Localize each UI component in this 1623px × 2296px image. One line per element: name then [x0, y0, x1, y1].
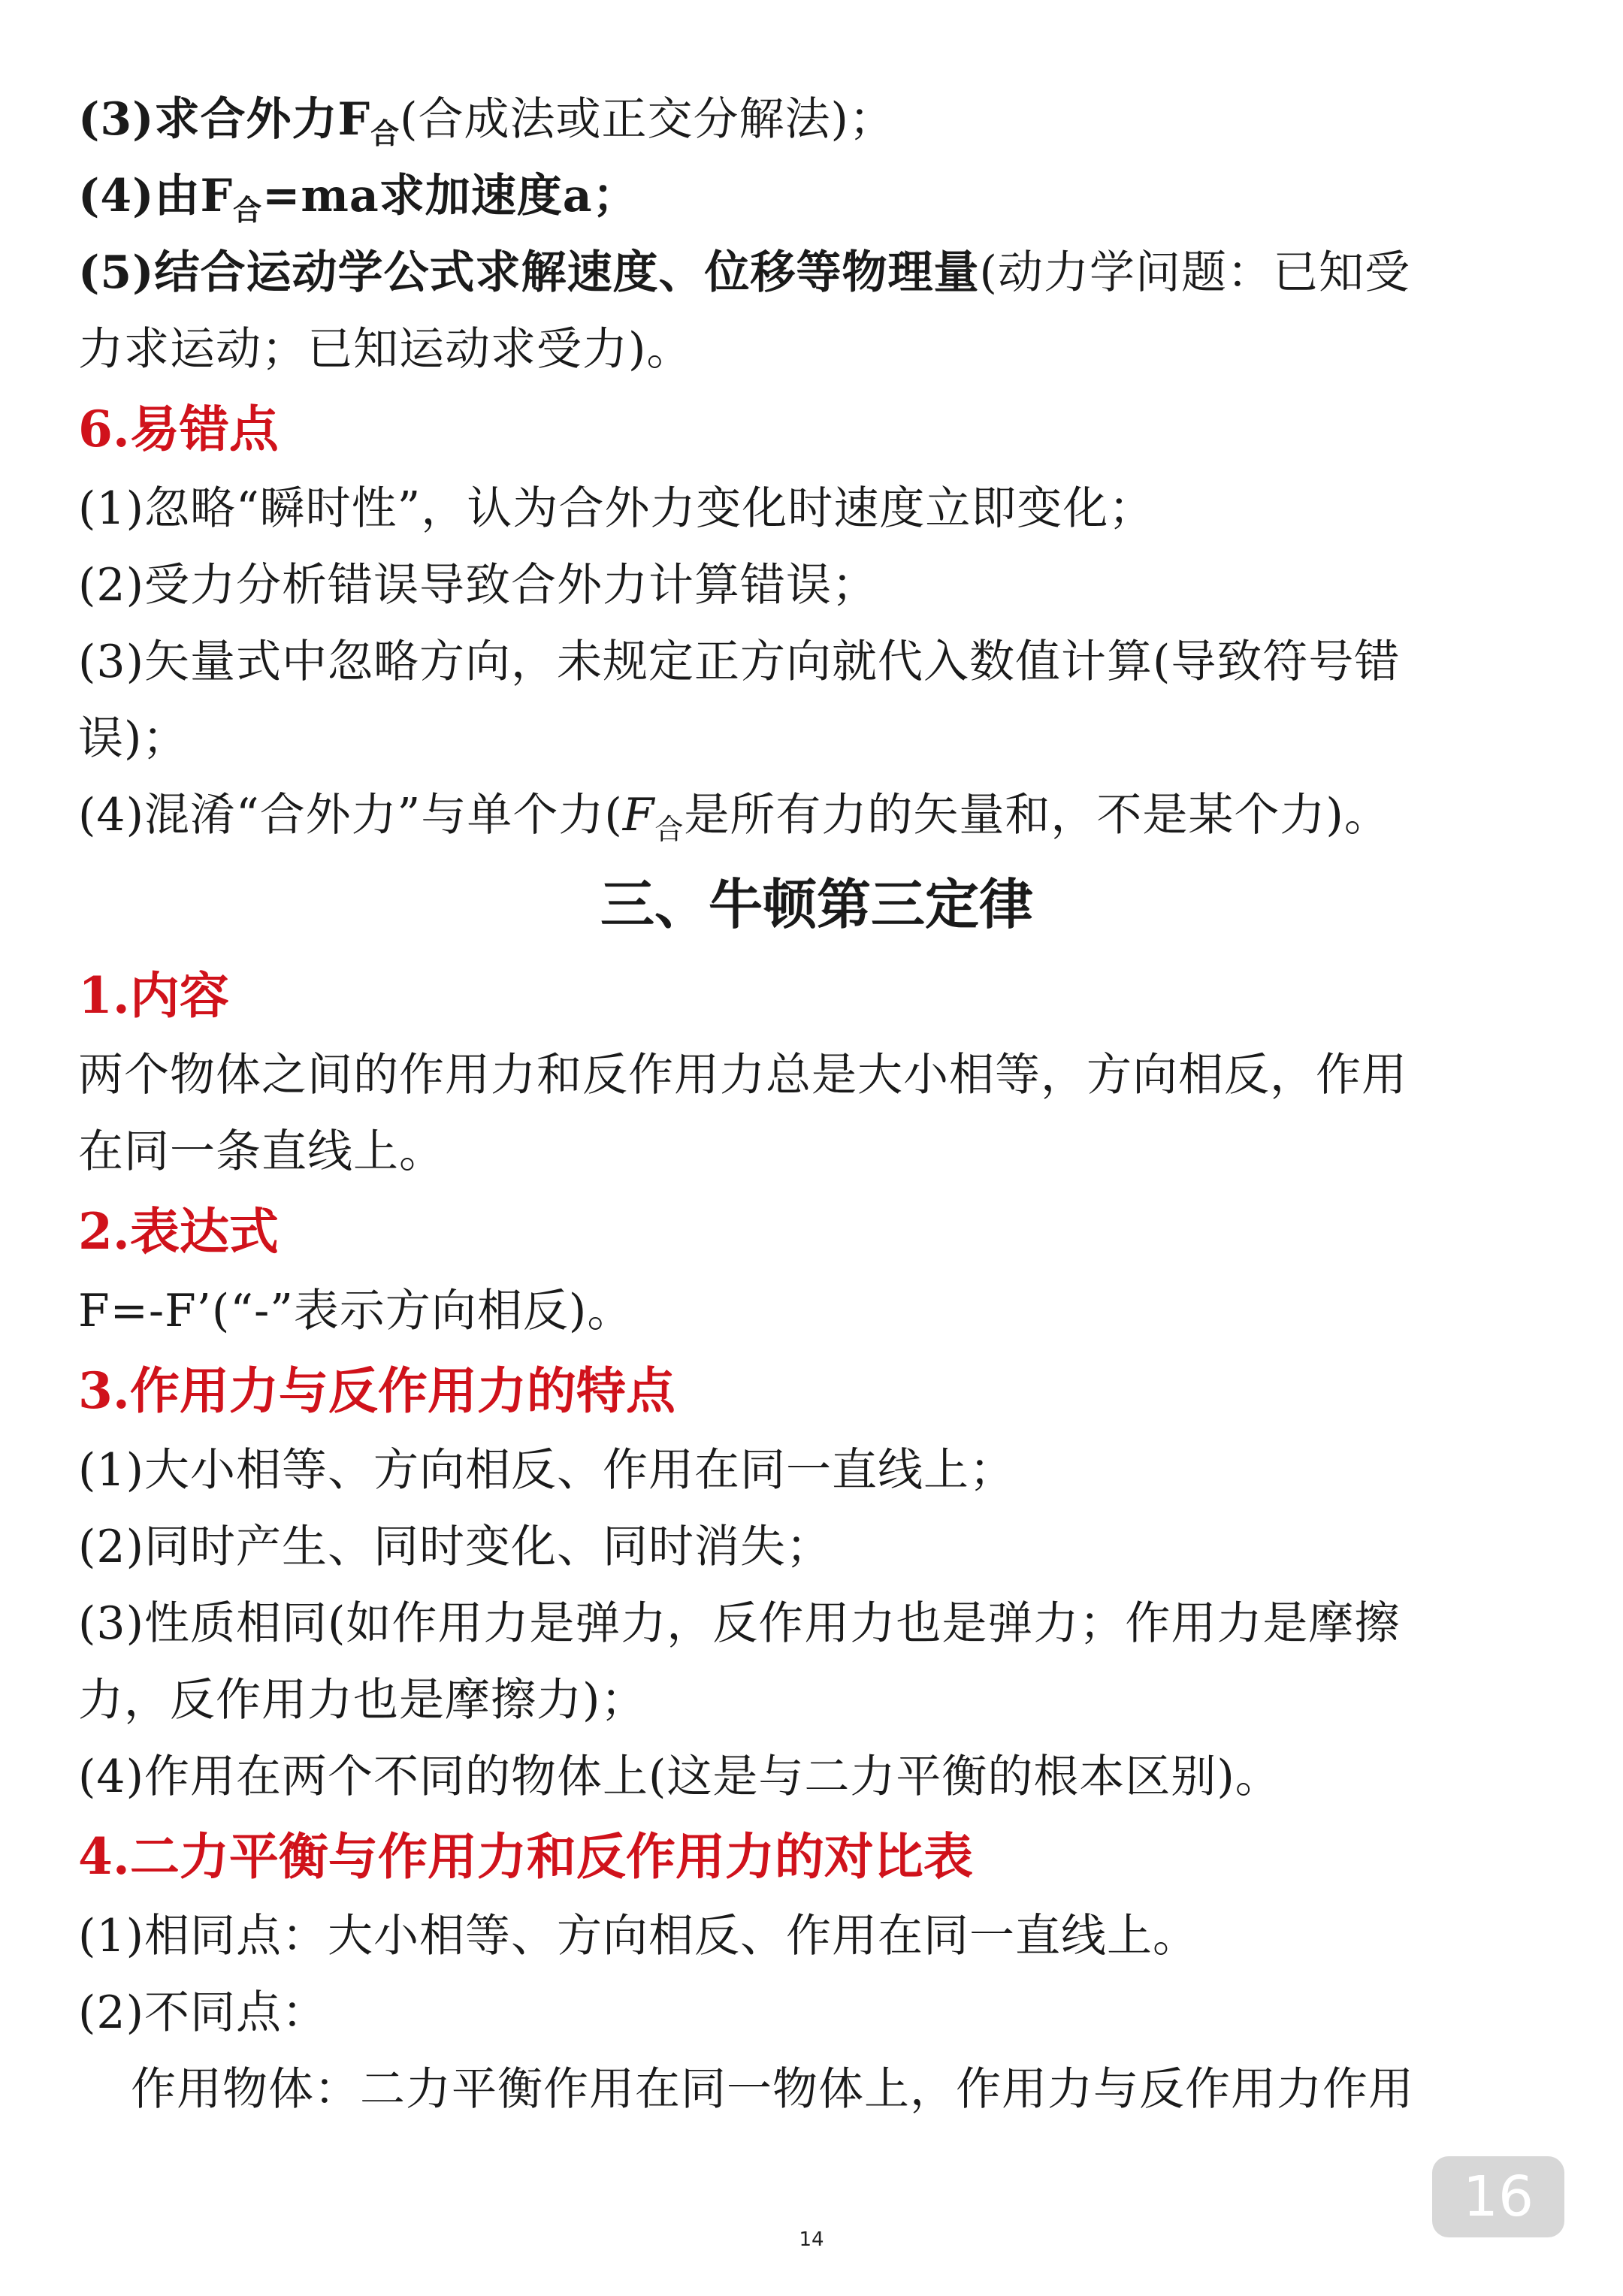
step-3-line [78, 81, 1555, 158]
step-5-bold: (5)结合运动学公式求解速度、位移等物理量 [78, 246, 980, 299]
mistake-4-tail: 是所有力的矢量和，不是某个力)。 [684, 789, 1390, 841]
characteristic-3-continuation: 力，反作用力也是摩擦力)； [78, 1674, 647, 1727]
page-number: 14 [799, 2228, 824, 2251]
subscript-he: 合 [370, 116, 400, 150]
step-5-line [78, 234, 1555, 311]
heading-expression: 2.表达式 [78, 1202, 279, 1261]
step-5-continuation: 力求运动；已知运动求受力)。 [78, 323, 693, 376]
heading-common-mistakes: 6.易错点 [78, 400, 279, 458]
characteristic-1: (1)大小相等、方向相反、作用在同一直线上； [78, 1444, 1015, 1497]
step-4-bold: (4)由F [78, 170, 234, 222]
step-3-text: (合成法或正交分解法)； [400, 93, 895, 146]
subscript-he: 合 [654, 813, 685, 846]
document-body [78, 81, 1555, 2128]
mistake-2: (2)受力分析错误导致合外力计算错误； [78, 559, 878, 612]
step-3-bold: (3)求合外力F [78, 93, 371, 146]
mistake-4-text: (4)混淆“合外力”与单个力( [78, 789, 623, 841]
characteristic-2: (2)同时产生、同时变化、同时消失； [78, 1521, 832, 1573]
section-title: 三、牛顿第三定律 [600, 873, 1033, 936]
heading-content: 1.内容 [78, 966, 229, 1025]
comparison-object-line: 作用物体：二力平衡作用在同一物体上，作用力与反作用力作用 [131, 2063, 1414, 2116]
step-4-text: =ma求加速度a； [262, 170, 639, 222]
symbol-f: F [622, 789, 655, 841]
mistake-4 [78, 777, 1555, 853]
comparison-similarity: (1)相同点：大小相等、方向相反、作用在同一直线上。 [78, 1910, 1198, 1962]
comparison-difference: (2)不同点： [78, 1986, 328, 2039]
mistake-3: (3)矢量式中忽略方向，未规定正方向就代入数值计算(导致符号错 [78, 636, 1401, 688]
characteristic-4: (4)作用在两个不同的物体上(这是与二力平衡的根本区别)。 [78, 1751, 1281, 1803]
expression-formula: F=-F’(“-”表示方向相反)。 [78, 1285, 633, 1337]
step-4-line [78, 158, 1555, 234]
page-badge: 16 [1432, 2156, 1564, 2237]
heading-comparison: 4.二力平衡与作用力和反作用力的对比表 [78, 1827, 973, 1886]
step-5-text: (动力学问题：已知受 [979, 246, 1410, 299]
heading-characteristics: 3.作用力与反作用力的特点 [78, 1361, 675, 1420]
content-paragraph-line-2: 在同一条直线上。 [78, 1125, 445, 1178]
mistake-1: (1)忽略“瞬时性”，认为合外力变化时速度立即变化； [78, 482, 1155, 535]
characteristic-3: (3)性质相同(如作用力是弹力，反作用力也是弹力；作用力是摩擦 [78, 1597, 1401, 1650]
content-paragraph-line-1: 两个物体之间的作用力和反作用力总是大小相等，方向相反，作用 [78, 1049, 1407, 1101]
mistake-3-continuation: 误)； [78, 712, 189, 765]
subscript-he: 合 [233, 193, 263, 227]
